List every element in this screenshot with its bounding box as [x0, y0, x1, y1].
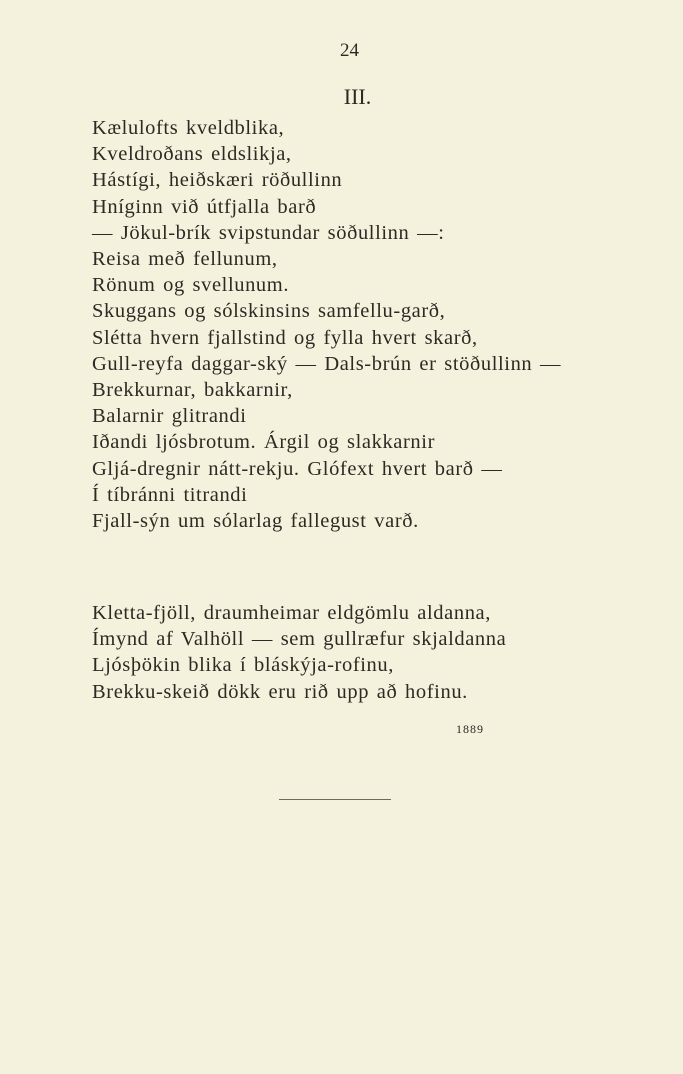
page-number: 24	[340, 40, 359, 61]
poem-line: Brekku-skeið dökk eru rið upp að hofinu.	[92, 680, 468, 703]
poem-line: Kletta-fjöll, draumheimar eldgömlu aldanna,	[92, 602, 491, 624]
poem-stanza-1	[92, 115, 561, 534]
poem-line: Brekkurnar, bakkarnir,	[92, 379, 293, 402]
poem-line: Hníginn við útfjalla barð	[92, 195, 317, 218]
poem-line: Gljá-dregnir nátt-rekju. Glófext hvert barð —	[92, 457, 503, 480]
poem-line: Rönum og svellunum.	[92, 274, 290, 297]
poem-line: Slétta hvern fjallstind og fylla hvert skarð,	[92, 326, 478, 349]
poem-line: Skuggans og sólskinsins samfellu-garð,	[92, 300, 446, 323]
poem-line: Fjall-sýn um sólarlag fallegust varð.	[92, 510, 419, 533]
poem-stanza-2	[92, 600, 506, 705]
section-divider	[279, 799, 391, 800]
section-title: III.	[343, 84, 372, 109]
poem-line: Kveldroðans eldslikja,	[92, 143, 292, 166]
poem-line: Gull-reyfa daggar-ský — Dals-brún er stöðullinn —	[92, 352, 562, 375]
poem-line: Ímynd af Valhöll — sem gullræfur skjaldanna	[92, 628, 507, 651]
poem-line: Í tíbránni titrandi	[92, 483, 248, 506]
poem-date: 1889	[456, 722, 484, 736]
poem-line: Kælulofts kveldblika,	[92, 117, 285, 139]
poem-line: Reisa með fellunum,	[92, 248, 278, 271]
poem-line: Iðandi ljósbrotum. Árgil og slakkarnir	[92, 431, 436, 454]
poem-line: Balarnir glitrandi	[92, 405, 247, 428]
poem-line: — Jökul-brík svipstundar söðullinn —:	[92, 221, 445, 244]
poem-line: Ljósþökin blika í bláskýja-rofinu,	[92, 654, 394, 677]
poem-line: Hástígi, heiðskæri röðullinn	[92, 169, 343, 192]
